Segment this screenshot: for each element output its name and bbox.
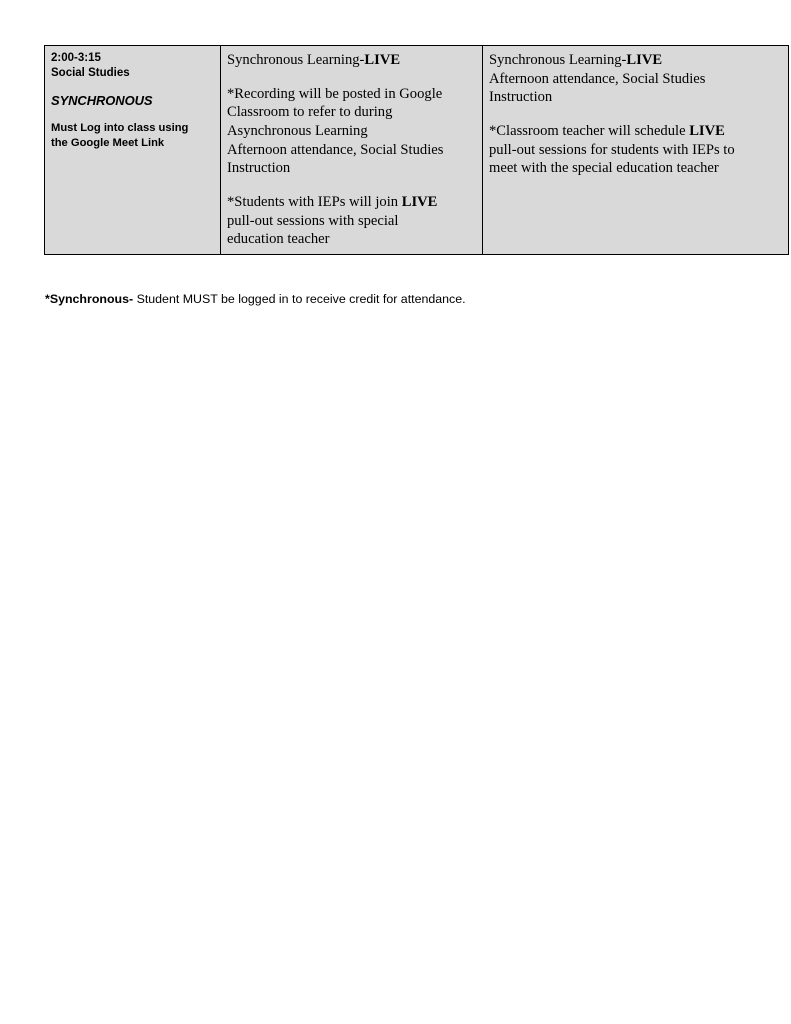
login-note-line-2: the Google Meet Link: [51, 136, 165, 149]
spacer: [51, 110, 213, 121]
right-heading: [489, 51, 781, 70]
table-cell-time-block: [45, 46, 221, 255]
right-heading-text: Synchronous Learning-: [489, 52, 627, 68]
right-para2-line3: meet with the special education teacher: [489, 160, 719, 177]
middle-para2-line3: education teacher: [227, 231, 330, 248]
middle-para2-line2: pull-out sessions with special: [227, 212, 399, 229]
middle-heading: [227, 51, 475, 70]
middle-para1-line4: Afternoon attendance, Social Studies: [227, 141, 444, 158]
time-range: 2:00-3:15: [51, 52, 101, 64]
table-cell-right-description: [483, 46, 789, 255]
synchronous-label: SYNCHRONOUS: [51, 93, 153, 109]
login-note-line-1: Must Log into class using: [51, 121, 189, 134]
spacer: [51, 81, 213, 92]
middle-para2-live: LIVE: [401, 194, 438, 211]
middle-para1-line5: Instruction: [227, 160, 291, 177]
middle-para1-line1: *Recording will be posted in Google: [227, 85, 443, 102]
spacer: [227, 178, 475, 193]
middle-para1-line3: Asynchronous Learning: [227, 123, 368, 140]
footnote-label: *Synchronous-: [45, 292, 134, 306]
subject-name: Social Studies: [51, 67, 130, 80]
right-para1-line1: Afternoon attendance, Social Studies: [489, 70, 706, 87]
spacer: [227, 70, 475, 85]
table-row: [45, 46, 789, 255]
schedule-table: [44, 45, 789, 255]
middle-heading-text: Synchronous Learning-: [227, 52, 365, 68]
footnote: [45, 292, 466, 306]
right-para2-line2: pull-out sessions for students with IEPs to: [489, 141, 735, 158]
table-cell-middle-description: [221, 46, 483, 255]
middle-para2-text: *Students with IEPs will join: [227, 194, 402, 211]
middle-para2-line1: [227, 193, 475, 212]
middle-heading-live: LIVE: [364, 52, 401, 68]
right-para2-live: LIVE: [689, 123, 725, 140]
right-heading-live: LIVE: [626, 52, 663, 68]
footnote-text: Student MUST be logged in to receive credit for attendance.: [133, 292, 466, 306]
spacer: [489, 107, 781, 122]
right-para2-text: *Classroom teacher will schedule: [489, 123, 690, 140]
right-para2-line1: [489, 122, 781, 141]
middle-para1-line2: Classroom to refer to during: [227, 104, 393, 121]
right-para1-line2: Instruction: [489, 89, 553, 106]
